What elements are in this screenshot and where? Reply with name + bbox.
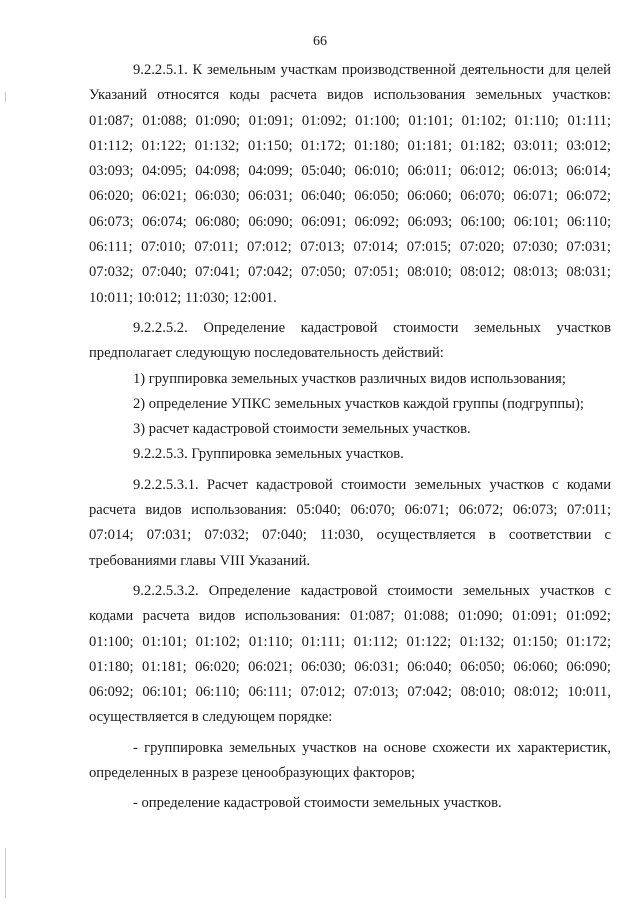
list-item: 1) группировка земельных участков различных видов использования; [133, 370, 566, 387]
scan-artifact [5, 848, 6, 898]
list-item: - определение кадастровой стоимости земельных участков. [133, 795, 502, 812]
paragraph-9-2-2-5-2: 9.2.2.5.2. Определение кадастровой стоимости земельных участков предполагает следующую последовательность действий: [89, 319, 611, 362]
list-item: 2) определение УПКС земельных участков каждой группы (подгруппы); [133, 395, 584, 412]
scan-artifact [5, 92, 6, 102]
page-number: 66 [313, 34, 327, 49]
paragraph-9-2-2-5-3-1: 9.2.2.5.3.1. Расчет кадастровой стоимости земельных участков с кодами расчета видов использования: 05:040; 06:070; 06:071; 06:072; 06:073; 07:011; 07:014; 07:031; 07:032; 07:040; 11:030, осуществляется в соответствии с требованиями главы VIII Указаний. [89, 476, 611, 569]
paragraph-9-2-2-5-3-2: 9.2.2.5.3.2. Определение кадастровой стоимости земельных участков с кодами расчета видов использования: 01:087; 01:088; 01:090; 01:091; 01:092; 01:100; 01:101; 01:102; 01:110; 01:111; 01:112; 01:122; 01:132; 01:150; 01:172; 01:180; 01:181; 06:020; 06:021; 06:030; 06:031; 06:040; 06:050; 06:060; 06:090; 06:092; 06:101; 06:110; 06:111; 07:012; 07:013; 07:042; 08:010; 08:012; 10:011, осуществляется в следующем порядке: [89, 582, 611, 726]
list-item: - группировка земельных участков на основе схожести их характеристик, определенных в разрезе ценообразующих факторов; [89, 739, 611, 782]
document-body [89, 58, 611, 817]
paragraph-9-2-2-5-1: 9.2.2.5.1. К земельным участкам производственной деятельности для целей Указаний относятся коды расчета видов использования земельных участков: 01:087; 01:088; 01:090; 01:091; 01:092; 01:100; 01:101; 01:102; 01:110; 01:111; 01:112; 01:122; 01:132; 01:150; 01:172; 01:180; 01:181; 01:182; 03:011; 03:012; 03:093; 04:095; 04:098; 04:099; 05:040; 06:010; 06:011; 06:012; 06:013; 06:014; 06:020; 06:021; 06:030; 06:031; 06:040; 06:050; 06:060; 06:070; 06:071; 06:072; 06:073; 06:074; 06:080; 06:090; 06:091; 06:092; 06:093; 06:100; 06:101; 06:110; 06:111; 07:010; 07:011; 07:012; 07:013; 07:014; 07:015; 07:020; 07:030; 07:031; 07:032; 07:040; 07:041; 07:042; 07:050; 07:051; 08:010; 08:012; 08:013; 08:031; 10:011; 10:012; 11:030; 12:001. [89, 62, 611, 306]
section-heading: 9.2.2.5.3. Группировка земельных участков. [133, 446, 404, 463]
list-item: 3) расчет кадастровой стоимости земельных участков. [133, 421, 471, 438]
